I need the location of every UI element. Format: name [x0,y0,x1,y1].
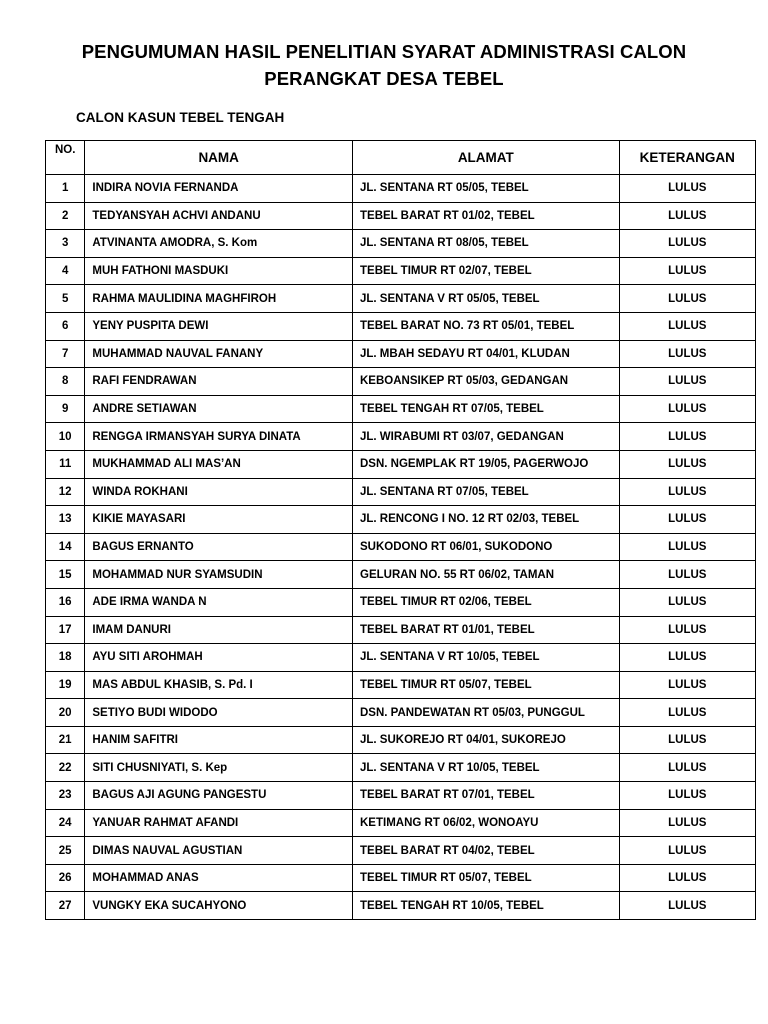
cell-alamat: TEBEL BARAT NO. 73 RT 05/01, TEBEL [353,312,620,340]
cell-keterangan: LULUS [619,671,755,699]
cell-alamat: GELURAN NO. 55 RT 06/02, TAMAN [353,561,620,589]
cell-keterangan: LULUS [619,395,755,423]
cell-nama: RAFI FENDRAWAN [85,368,353,396]
cell-nama: ATVINANTA AMODRA, S. Kom [85,230,353,258]
cell-nama: IMAM DANURI [85,616,353,644]
cell-nama: RAHMA MAULIDINA MAGHFIROH [85,285,353,313]
header-no: NO. [46,141,85,175]
cell-nama: RENGGA IRMANSYAH SURYA DINATA [85,423,353,451]
cell-nama: DIMAS NAUVAL AGUSTIAN [85,837,353,865]
cell-keterangan: LULUS [619,892,755,920]
cell-keterangan: LULUS [619,699,755,727]
cell-keterangan: LULUS [619,285,755,313]
header-alamat: ALAMAT [353,141,620,175]
cell-alamat: JL. SENTANA V RT 10/05, TEBEL [353,754,620,782]
cell-no: 11 [46,450,85,478]
cell-alamat: TEBEL TENGAH RT 07/05, TEBEL [353,395,620,423]
cell-nama: YANUAR RAHMAT AFANDI [85,809,353,837]
cell-nama: HANIM SAFITRI [85,726,353,754]
cell-nama: MUKHAMMAD ALI MAS’AN [85,450,353,478]
cell-no: 24 [46,809,85,837]
cell-no: 14 [46,533,85,561]
cell-keterangan: LULUS [619,616,755,644]
table-row [46,809,756,837]
table-row [46,892,756,920]
table-row [46,782,756,810]
section-subtitle: CALON KASUN TEBEL TENGAH [76,110,285,125]
cell-no: 3 [46,230,85,258]
cell-no: 20 [46,699,85,727]
table-row [46,588,756,616]
cell-no: 4 [46,257,85,285]
table-row [46,864,756,892]
cell-keterangan: LULUS [619,340,755,368]
cell-nama: AYU SITI AROHMAH [85,644,353,672]
table-row [46,285,756,313]
table-row [46,312,756,340]
table-header-row [46,141,756,175]
cell-no: 1 [46,175,85,203]
cell-nama: MUH FATHONI MASDUKI [85,257,353,285]
cell-keterangan: LULUS [619,837,755,865]
results-table [45,140,756,920]
cell-nama: MOHAMMAD NUR SYAMSUDIN [85,561,353,589]
cell-keterangan: LULUS [619,506,755,534]
table-row [46,533,756,561]
cell-alamat: TEBEL BARAT RT 04/02, TEBEL [353,837,620,865]
cell-nama: VUNGKY EKA SUCAHYONO [85,892,353,920]
cell-keterangan: LULUS [619,450,755,478]
cell-nama: KIKIE MAYASARI [85,506,353,534]
table-row [46,450,756,478]
table-row [46,395,756,423]
cell-no: 2 [46,202,85,230]
cell-alamat: TEBEL TIMUR RT 05/07, TEBEL [353,864,620,892]
cell-keterangan: LULUS [619,478,755,506]
table-row [46,423,756,451]
cell-keterangan: LULUS [619,754,755,782]
table-row [46,175,756,203]
cell-no: 16 [46,588,85,616]
cell-no: 15 [46,561,85,589]
cell-keterangan: LULUS [619,561,755,589]
cell-keterangan: LULUS [619,588,755,616]
cell-keterangan: LULUS [619,368,755,396]
cell-no: 17 [46,616,85,644]
table-body [46,175,756,920]
cell-alamat: DSN. PANDEWATAN RT 05/03, PUNGGUL [353,699,620,727]
cell-no: 22 [46,754,85,782]
cell-keterangan: LULUS [619,726,755,754]
cell-alamat: DSN. NGEMPLAK RT 19/05, PAGERWOJO [353,450,620,478]
cell-alamat: JL. SENTANA V RT 10/05, TEBEL [353,644,620,672]
title-line-1: PENGUMUMAN HASIL PENELITIAN SYARAT ADMINISTRASI CALON [81,41,687,62]
cell-nama: BAGUS AJI AGUNG PANGESTU [85,782,353,810]
cell-no: 5 [46,285,85,313]
cell-nama: WINDA ROKHANI [85,478,353,506]
table-row [46,561,756,589]
cell-nama: MAS ABDUL KHASIB, S. Pd. I [85,671,353,699]
cell-no: 18 [46,644,85,672]
table-row [46,478,756,506]
cell-alamat: JL. SENTANA RT 05/05, TEBEL [353,175,620,203]
table-row [46,671,756,699]
cell-keterangan: LULUS [619,423,755,451]
cell-no: 12 [46,478,85,506]
cell-keterangan: LULUS [619,312,755,340]
cell-alamat: JL. SUKOREJO RT 04/01, SUKOREJO [353,726,620,754]
cell-nama: ANDRE SETIAWAN [85,395,353,423]
cell-nama: SITI CHUSNIYATI, S. Kep [85,754,353,782]
table-row [46,257,756,285]
cell-no: 23 [46,782,85,810]
header-keterangan: KETERANGAN [619,141,755,175]
cell-no: 13 [46,506,85,534]
table-row [46,506,756,534]
cell-nama: MOHAMMAD ANAS [85,864,353,892]
table-row [46,616,756,644]
cell-alamat: JL. MBAH SEDAYU RT 04/01, KLUDAN [353,340,620,368]
cell-alamat: KEBOANSIKEP RT 05/03, GEDANGAN [353,368,620,396]
document-title [0,38,768,92]
cell-no: 8 [46,368,85,396]
cell-no: 10 [46,423,85,451]
cell-alamat: TEBEL TIMUR RT 02/07, TEBEL [353,257,620,285]
table-row [46,644,756,672]
cell-keterangan: LULUS [619,864,755,892]
cell-keterangan: LULUS [619,644,755,672]
table-row [46,754,756,782]
cell-alamat: TEBEL BARAT RT 01/02, TEBEL [353,202,620,230]
cell-alamat: TEBEL BARAT RT 07/01, TEBEL [353,782,620,810]
title-line-2: PERANGKAT DESA TEBEL [264,68,504,89]
cell-alamat: TEBEL TIMUR RT 05/07, TEBEL [353,671,620,699]
cell-alamat: JL. SENTANA RT 07/05, TEBEL [353,478,620,506]
table-row [46,340,756,368]
cell-alamat: SUKODONO RT 06/01, SUKODONO [353,533,620,561]
cell-keterangan: LULUS [619,533,755,561]
table-row [46,202,756,230]
cell-keterangan: LULUS [619,782,755,810]
cell-nama: TEDYANSYAH ACHVI ANDANU [85,202,353,230]
cell-keterangan: LULUS [619,202,755,230]
cell-alamat: TEBEL TENGAH RT 10/05, TEBEL [353,892,620,920]
cell-nama: MUHAMMAD NAUVAL FANANY [85,340,353,368]
cell-alamat: TEBEL TIMUR RT 02/06, TEBEL [353,588,620,616]
cell-nama: BAGUS ERNANTO [85,533,353,561]
cell-keterangan: LULUS [619,257,755,285]
cell-no: 26 [46,864,85,892]
table-row [46,837,756,865]
cell-no: 27 [46,892,85,920]
cell-keterangan: LULUS [619,175,755,203]
cell-alamat: KETIMANG RT 06/02, WONOAYU [353,809,620,837]
cell-nama: SETIYO BUDI WIDODO [85,699,353,727]
cell-no: 9 [46,395,85,423]
table-row [46,368,756,396]
cell-alamat: JL. SENTANA RT 08/05, TEBEL [353,230,620,258]
cell-keterangan: LULUS [619,809,755,837]
header-nama: NAMA [85,141,353,175]
cell-alamat: JL. SENTANA V RT 05/05, TEBEL [353,285,620,313]
cell-alamat: TEBEL BARAT RT 01/01, TEBEL [353,616,620,644]
cell-no: 7 [46,340,85,368]
cell-no: 19 [46,671,85,699]
cell-alamat: JL. RENCONG I NO. 12 RT 02/03, TEBEL [353,506,620,534]
cell-alamat: JL. WIRABUMI RT 03/07, GEDANGAN [353,423,620,451]
table-row [46,699,756,727]
cell-nama: ADE IRMA WANDA N [85,588,353,616]
cell-no: 25 [46,837,85,865]
cell-no: 6 [46,312,85,340]
cell-nama: YENY PUSPITA DEWI [85,312,353,340]
cell-keterangan: LULUS [619,230,755,258]
table-row [46,726,756,754]
table-row [46,230,756,258]
cell-nama: INDIRA NOVIA FERNANDA [85,175,353,203]
cell-no: 21 [46,726,85,754]
